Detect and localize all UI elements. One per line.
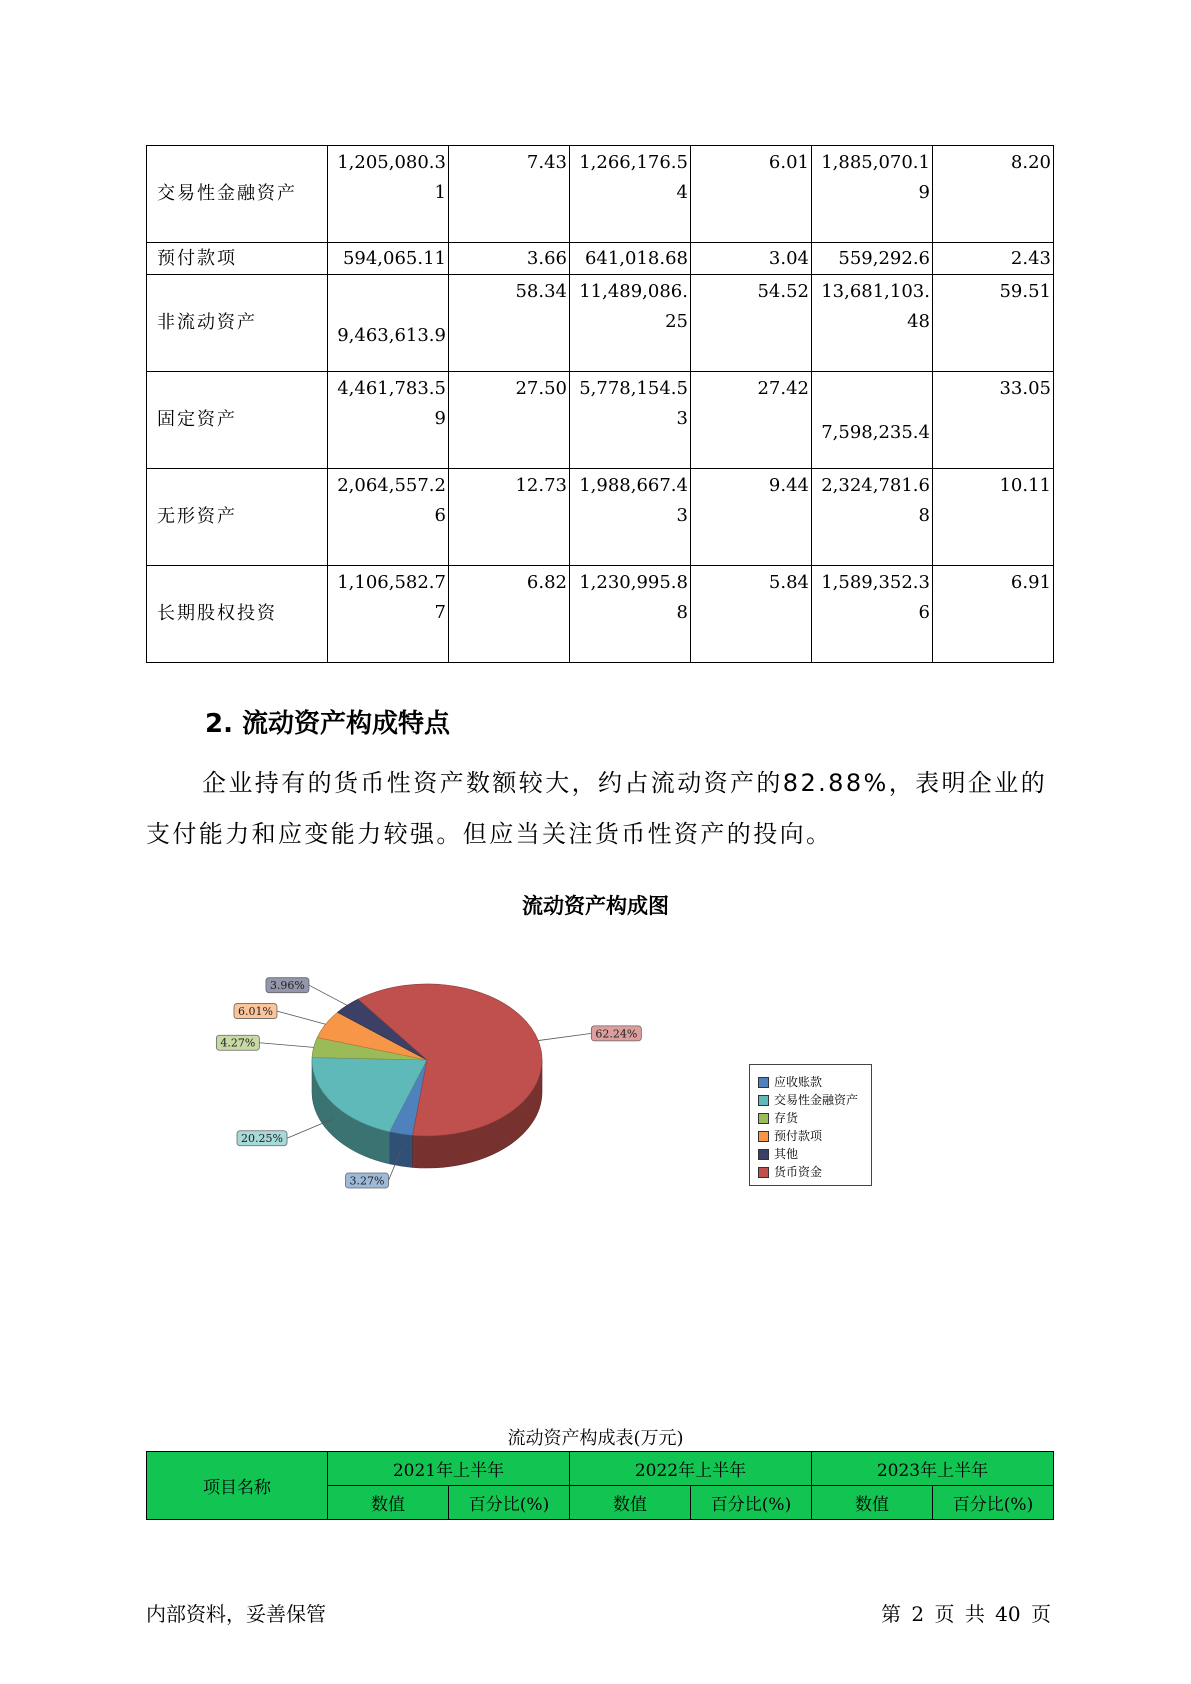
cell-value: 2,064,557.26	[328, 469, 449, 566]
cell-value: 9,463,613.9	[328, 275, 449, 372]
header-year: 2021年上半年	[328, 1452, 570, 1486]
row-name: 长期股权投资	[147, 566, 328, 663]
cell-value: 594,065.11	[328, 243, 449, 275]
cell-percent: 6.82	[449, 566, 570, 663]
cell-value: 13,681,103.48	[812, 275, 933, 372]
legend-item	[758, 1073, 871, 1091]
cell-percent: 6.91	[933, 566, 1054, 663]
label-leader-line	[309, 985, 347, 1005]
cell-value: 1,885,070.19	[812, 146, 933, 243]
cell-percent: 9.44	[691, 469, 812, 566]
legend-label: 交易性金融资产	[774, 1093, 859, 1107]
current-assets-table	[146, 1451, 1054, 1520]
legend-swatch	[758, 1131, 769, 1142]
pie-slice-side	[390, 1132, 413, 1168]
cell-percent: 58.34	[449, 275, 570, 372]
table-row	[147, 146, 1054, 243]
table-row	[147, 469, 1054, 566]
header-value: 数值	[328, 1486, 449, 1520]
data-label: 3.96%	[269, 979, 305, 993]
legend-item	[758, 1163, 871, 1181]
cell-percent: 12.73	[449, 469, 570, 566]
cell-percent: 6.01	[691, 146, 812, 243]
chart-title: 流动资产构成图	[522, 894, 669, 918]
cell-percent: 27.50	[449, 372, 570, 469]
header-value: 数值	[570, 1486, 691, 1520]
pie-chart	[220, 960, 638, 1220]
asset-table	[146, 145, 1054, 663]
row-name: 预付款项	[147, 243, 328, 275]
chart-legend	[749, 1064, 872, 1186]
cell-value: 1,106,582.77	[328, 566, 449, 663]
legend-swatch	[758, 1167, 769, 1178]
cell-value: 1,230,995.88	[570, 566, 691, 663]
row-name: 固定资产	[147, 372, 328, 469]
label-leader-line	[287, 1119, 332, 1138]
cell-value: 1,266,176.54	[570, 146, 691, 243]
legend-label: 存货	[774, 1111, 799, 1125]
page-number: 第 2 页 共 40 页	[881, 1602, 1051, 1626]
section-paragraph: 企业持有的货币性资产数额较大，约占流动资产的82.88%，表明企业的支付能力和应变能力较强。但应当关注货币性资产的投向。	[146, 769, 1048, 848]
cell-percent: 5.84	[691, 566, 812, 663]
cell-value: 559,292.6	[812, 243, 933, 275]
legend-label: 预付款项	[774, 1129, 823, 1143]
cell-value: 641,018.68	[570, 243, 691, 275]
legend-label: 货币资金	[774, 1165, 823, 1179]
cell-value: 1,589,352.36	[812, 566, 933, 663]
legend-swatch	[758, 1113, 769, 1124]
header-percent: 百分比(%)	[691, 1486, 812, 1520]
label-leader-line	[259, 1043, 313, 1048]
table-row	[147, 566, 1054, 663]
cell-percent: 27.42	[691, 372, 812, 469]
row-name: 非流动资产	[147, 275, 328, 372]
cell-percent: 33.05	[933, 372, 1054, 469]
data-label: 6.01%	[238, 1005, 273, 1019]
header-value: 数值	[812, 1486, 933, 1520]
cell-value: 2,324,781.68	[812, 469, 933, 566]
table-row	[147, 372, 1054, 469]
table-row	[147, 243, 1054, 275]
header-percent: 百分比(%)	[449, 1486, 570, 1520]
legend-label: 其他	[774, 1147, 799, 1161]
cell-value: 4,461,783.59	[328, 372, 449, 469]
cell-value: 11,489,086.25	[570, 275, 691, 372]
cell-value: 7,598,235.4	[812, 372, 933, 469]
cell-percent: 59.51	[933, 275, 1054, 372]
data-label: 4.27%	[220, 1036, 256, 1050]
legend-item	[758, 1145, 871, 1163]
header-year: 2022年上半年	[570, 1452, 812, 1486]
label-leader-line	[277, 1011, 326, 1024]
legend-item	[758, 1109, 871, 1127]
section-heading: 2. 流动资产构成特点	[205, 709, 451, 739]
cell-percent: 8.20	[933, 146, 1054, 243]
legend-swatch	[758, 1149, 769, 1160]
cell-value: 1,205,080.31	[328, 146, 449, 243]
legend-swatch	[758, 1077, 769, 1088]
footer-note: 内部资料，妥善保管	[146, 1602, 326, 1626]
header-year: 2023年上半年	[812, 1452, 1054, 1486]
data-label: 3.27%	[349, 1174, 385, 1188]
header-item-name: 项目名称	[147, 1452, 328, 1520]
legend-swatch	[758, 1095, 769, 1106]
cell-percent: 3.66	[449, 243, 570, 275]
cell-percent: 54.52	[691, 275, 812, 372]
cell-value: 5,778,154.53	[570, 372, 691, 469]
cell-percent: 2.43	[933, 243, 1054, 275]
label-leader-line	[538, 1033, 591, 1040]
cell-value: 1,988,667.43	[570, 469, 691, 566]
cell-percent: 7.43	[449, 146, 570, 243]
table-row	[147, 275, 1054, 372]
table-header-row	[147, 1452, 1054, 1486]
legend-label: 应收账款	[774, 1075, 823, 1089]
cell-percent: 3.04	[691, 243, 812, 275]
row-name: 交易性金融资产	[147, 146, 328, 243]
table-caption: 流动资产构成表(万元)	[507, 1428, 684, 1449]
row-name: 无形资产	[147, 469, 328, 566]
data-label: 62.24%	[595, 1027, 638, 1041]
legend-item	[758, 1091, 871, 1109]
data-label: 20.25%	[241, 1132, 284, 1146]
legend-item	[758, 1127, 871, 1145]
header-percent: 百分比(%)	[933, 1486, 1054, 1520]
cell-percent: 10.11	[933, 469, 1054, 566]
